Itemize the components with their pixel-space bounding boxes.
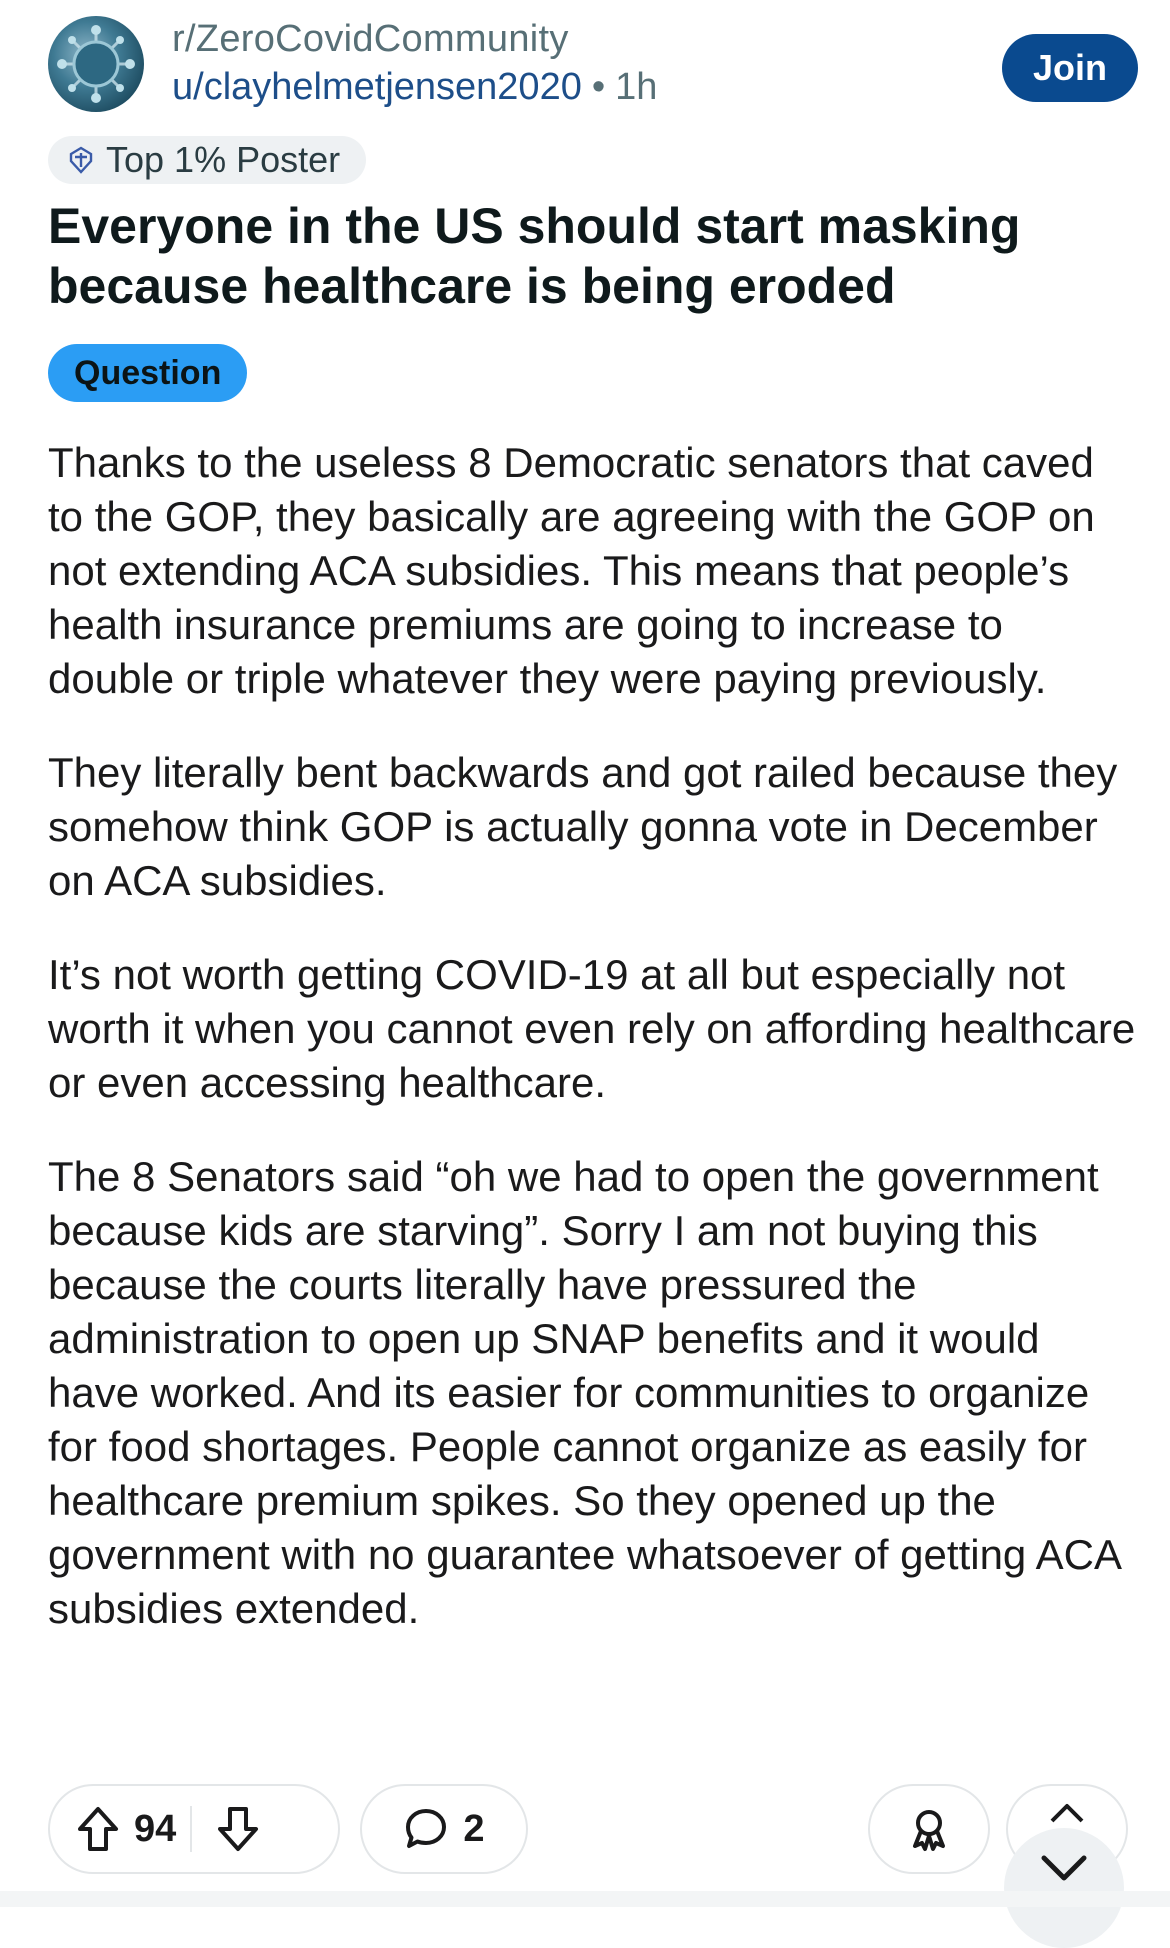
comment-count: 2 [463, 1807, 485, 1850]
chevron-down-icon [1036, 1848, 1092, 1888]
upvote-count: 94 [134, 1807, 177, 1850]
post-flair-tag[interactable]: Question [48, 344, 247, 402]
post-time: 1h [615, 66, 658, 108]
post-paragraph: The 8 Senators said “oh we had to open the government because kids are starving”. Sorry I am not buying this because the courts literally have pressured the administration to open up SNAP benefits and it would have worked. And its easier for communities to organize for food shortages. People cannot organize as easily for healthcare premium spikes. So they opened up the government with no guarantee whatsoever of getting ACA subsidies extended. [48, 1153, 1120, 1632]
user-flair-label: Top 1% Poster [106, 139, 341, 180]
post-title[interactable]: Everyone in the US should start masking because healthcare is being eroded [48, 198, 1021, 314]
vote-control [48, 1784, 340, 1874]
upvote-button[interactable] [76, 1805, 120, 1853]
author-line [172, 66, 657, 109]
speech-bubble-icon [403, 1806, 449, 1852]
post-paragraph: They literally bent backwards and got railed because they somehow think GOP is actually gonna vote in December on ACA subsidies. [48, 749, 1118, 904]
award-icon [906, 1806, 952, 1852]
downvote-button[interactable] [216, 1805, 260, 1853]
top-poster-badge-icon [66, 145, 96, 175]
user-flair [48, 136, 366, 184]
award-button[interactable] [868, 1784, 990, 1874]
arrow-up-icon [76, 1805, 120, 1853]
scroll-down-button[interactable] [1004, 1828, 1124, 1948]
subreddit-avatar-icon[interactable] [48, 16, 144, 112]
meta-separator: • [591, 66, 606, 108]
post-body [48, 436, 1138, 1676]
post-paragraph: It’s not worth getting COVID-19 at all but especially not worth it when you cannot even rely on affording healthcare or even accessing healthcare. [48, 951, 1136, 1106]
author-username[interactable]: u/clayhelmetjensen2020 [172, 66, 582, 108]
arrow-down-icon [216, 1805, 260, 1853]
post-header [48, 14, 1138, 114]
post-paragraph: Thanks to the useless 8 Democratic senators that caved to the GOP, they basically are agreeing with the GOP on not extending ACA subsidies. This means that people’s health insurance premiums are going to increase to double or triple whatever they were paying previously. [48, 439, 1095, 702]
comments-button[interactable] [360, 1784, 528, 1874]
join-button[interactable]: Join [1002, 34, 1138, 102]
vote-divider [190, 1806, 192, 1852]
bottom-edge [0, 1891, 1170, 1907]
post-action-bar [48, 1784, 1138, 1878]
subreddit-name[interactable]: r/ZeroCovidCommunity [172, 18, 569, 60]
